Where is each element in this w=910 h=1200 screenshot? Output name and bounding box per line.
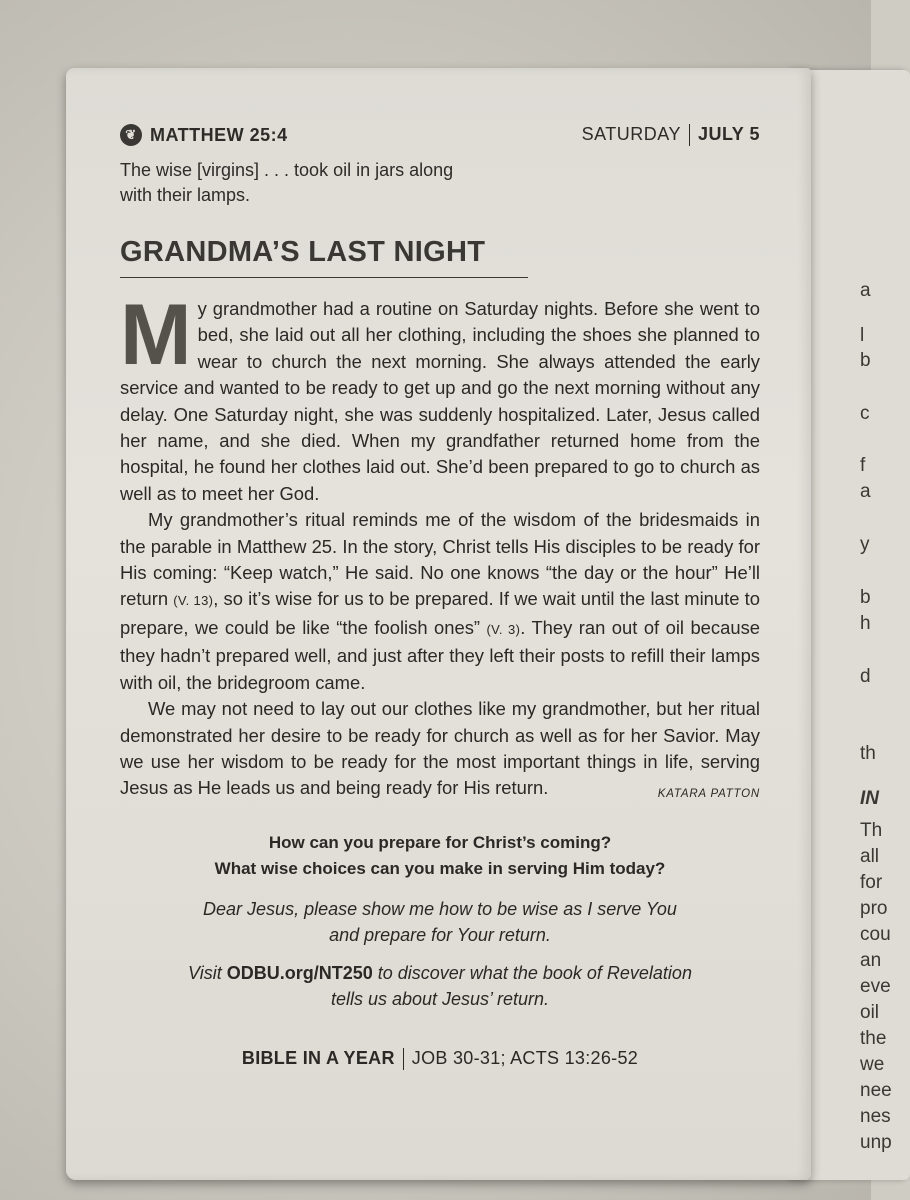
paragraph-2-text-b: , so it’s wise for us to be prepared. If we wait until the last minute to prepare, we could be like “the foolish ones” (120, 588, 760, 638)
adjacent-page-fragment: we (860, 1054, 885, 1075)
bible-in-a-year (120, 1048, 760, 1070)
prayer (120, 896, 760, 948)
paragraph-3-text: We may not need to lay out our clothes like my grandmother, but her ritual demonstrated her desire to be ready for church as well as for her Savior. May we use her wisdom to be ready for the most important things in life, serving Jesus as He leads us and being ready for His return. (120, 698, 760, 799)
prayer-line-1: Dear Jesus, please show me how to be wise as I serve You (203, 898, 677, 919)
page-title: GRANDMA’S LAST NIGHT (120, 236, 486, 268)
adjacent-page-fragment: b (860, 587, 871, 608)
tree-logo-icon: ❦ (120, 124, 142, 146)
question-1: How can you prepare for Christ’s coming? (268, 832, 612, 852)
adjacent-page-fragment: l (860, 325, 865, 346)
footer-divider (403, 1048, 404, 1070)
page-header (120, 120, 760, 150)
author-name: KATARA PATTON (657, 788, 760, 801)
adjacent-page-fragment: eve (860, 976, 891, 997)
adjacent-page-fragment: for (860, 872, 883, 893)
adjacent-page-fragment: th (860, 743, 876, 764)
adjacent-page-fragment: oil (860, 1002, 880, 1023)
paragraph-2-text-a: My grandmother’s ritual reminds me of the wisdom of the bridesmaids in the parable in Matthew 25. In the story, Christ tells His disciples to be ready for His coming: “Keep watch,” He said. No one knows “the day or the hour” He’ll return (120, 509, 760, 610)
dateline-divider (689, 124, 690, 146)
bible-in-a-year-label: BIBLE IN A YEAR (241, 1047, 395, 1068)
adjacent-page-fragment: IN (860, 788, 879, 809)
key-verse: The wise [virgins] . . . took oil in jars along with their lamps. (120, 160, 454, 205)
adjacent-page-fragment: Th (860, 820, 883, 841)
adjacent-page-fragment: an (860, 950, 882, 971)
devotional-body (120, 287, 760, 802)
adjacent-page-fragment: y (860, 534, 870, 555)
paragraph-2 (120, 507, 760, 696)
paragraph-2-text-c: . They ran out of oil because they hadn’t prepared well, and just after they left their posts to refill their lamps with oil, the bridegroom came. (120, 616, 760, 693)
visit-line-2: tells us about Jesus’ return. (330, 988, 550, 1009)
adjacent-page-fragment: a (860, 280, 871, 301)
page-content (120, 120, 760, 1070)
paragraph-3 (120, 696, 760, 802)
paragraph-1-text: y grandmother had a routine on Saturday nights. Before she went to bed, she laid out all her clothing, including the shoes she planned to wear to church the next morning. She always attended the early service and wanted to be ready to get up and go the next morning without any delay. One Saturday night, she was suddenly hospitalized. Later, Jesus called her name, and she died. When my grandfather returned home from the hospital, he found her clothes laid out. She’d been prepared to go to church as well as to meet her God. (120, 298, 760, 504)
question-2: What wise choices can you make in serving Him today? (214, 858, 666, 878)
visit-line-1 (120, 960, 760, 986)
prayer-line-2: and prepare for Your return. (329, 924, 551, 945)
adjacent-page-fragment: pro (860, 898, 888, 919)
scripture-reference (120, 124, 288, 146)
bible-in-a-year-readings: JOB 30-31; ACTS 13:26-52 (411, 1047, 639, 1068)
adjacent-page-fragment: b (860, 350, 871, 371)
devotional-page (66, 68, 811, 1180)
visit-suffix: to discover what the book of Revelation (372, 962, 692, 983)
visit-prefix: Visit (188, 962, 227, 983)
visit-note (120, 960, 760, 1012)
adjacent-page-fragment: the (860, 1028, 887, 1049)
verse-ref-3: (V. 3) (486, 621, 521, 637)
visit-url: ODBU.org/NT250 (226, 962, 373, 983)
adjacent-page-fragment: unp (860, 1132, 892, 1153)
adjacent-page-fragment: nee (860, 1080, 892, 1101)
adjacent-page-fragment: all (860, 846, 880, 867)
dateline (582, 124, 760, 146)
reflection-questions (120, 830, 760, 882)
adjacent-page-fragment: d (860, 666, 871, 687)
adjacent-page-fragment: f (860, 455, 866, 476)
day-label: SATURDAY (581, 123, 681, 144)
adjacent-page-fragment: a (860, 481, 871, 502)
adjacent-page-fragment: h (860, 613, 871, 634)
scripture-reference-text: MATTHEW 25:4 (150, 124, 288, 145)
drop-cap: M (120, 287, 192, 383)
paragraph-1 (120, 287, 760, 507)
date-label: JULY 5 (697, 123, 760, 144)
adjacent-page-fragment: cou (860, 924, 891, 945)
verse-ref-13: (V. 13) (173, 593, 214, 609)
title-underline (120, 277, 528, 278)
adjacent-page-fragment: c (860, 403, 870, 424)
adjacent-page-fragment: nes (860, 1106, 891, 1127)
